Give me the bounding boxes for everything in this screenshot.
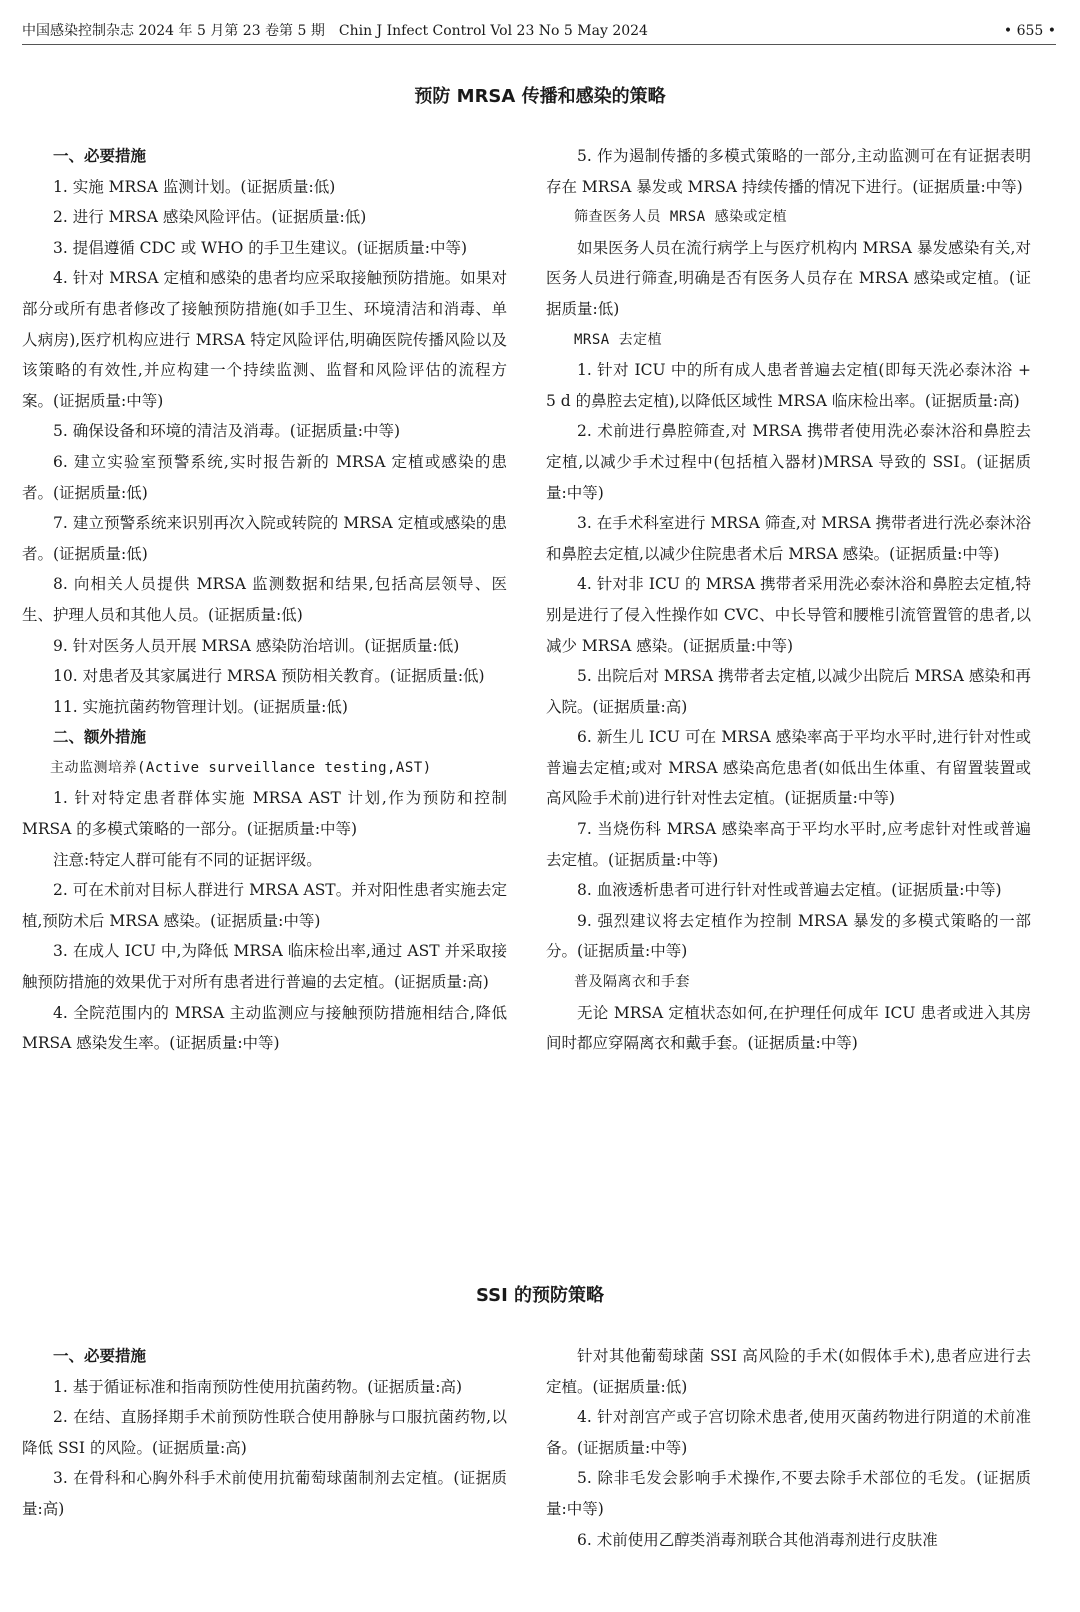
section1-right-column bbox=[546, 141, 1031, 1059]
paragraph: 3. 在成人 ICU 中,为降低 MRSA 临床检出率,通过 AST 并采取接触预防措施的效果优于对所有患者进行普遍的去定植。(证据质量:高) bbox=[22, 942, 507, 992]
paragraph: 5. 作为遏制传播的多模式策略的一部分,主动监测可在有证据表明存在 MRSA 暴发或 MRSA 持续传播的情况下进行。(证据质量:中等) bbox=[546, 147, 1031, 196]
paragraph: 6. 建立实验室预警系统,实时报告新的 MRSA 定植或感染的患者。(证据质量:低) bbox=[22, 452, 507, 502]
paragraph: 4. 针对剖宫产或子宫切除术患者,使用灭菌药物进行阴道的术前准备。(证据质量:中等) bbox=[546, 1408, 1031, 1457]
paragraph: 1. 针对特定患者群体实施 MRSA AST 计划,作为预防和控制 MRSA 的多模式策略的一部分。(证据质量:中等) bbox=[22, 789, 507, 839]
paragraph: 9. 强烈建议将去定植作为控制 MRSA 暴发的多模式策略的一部分。(证据质量:中等) bbox=[546, 911, 1031, 961]
paragraph: 1. 针对 ICU 中的所有成人患者普遍去定植(即每天洗必泰沐浴 + 5 d 的鼻腔去定植),以降低区域性 MRSA 临床检出率。(证据质量:高) bbox=[546, 361, 1031, 410]
paragraph: 10. 对患者及其家属进行 MRSA 预防相关教育。(证据质量:低) bbox=[53, 667, 485, 686]
subsection-heading: 主动监测培养(Active surveillance testing,AST) bbox=[50, 759, 432, 776]
paragraph: 2. 可在术前对目标人群进行 MRSA AST。并对阳性患者实施去定植,预防术后 MRSA 感染。(证据质量:中等) bbox=[22, 881, 507, 930]
paragraph: 11. 实施抗菌药物管理计划。(证据质量:低) bbox=[53, 697, 348, 716]
paragraph: 1. 实施 MRSA 监测计划。(证据质量:低) bbox=[53, 177, 336, 196]
section1-left-column bbox=[22, 141, 507, 1059]
paragraph: 无论 MRSA 定植状态如何,在护理任何成年 ICU 患者或进入其房间时都应穿隔离衣和戴手套。(证据质量:中等) bbox=[546, 1003, 1031, 1053]
paragraph: 7. 建立预警系统来识别再次入院或转院的 MRSA 定植或感染的患者。(证据质量:低) bbox=[22, 514, 507, 563]
paragraph: 4. 针对 MRSA 定植和感染的患者均应采取接触预防措施。如果对部分或所有患者修改了接触预防措施(如手卫生、环境清洁和消毒、单人病房),医疗机构应进行 MRSA 特定风险评估,明确医院传播风险以及该策略的有效性,并应构建一个持续监测、监督和风险评估的流程方案。(证据质量:中等) bbox=[22, 269, 507, 410]
paragraph: 8. 向相关人员提供 MRSA 监测数据和结果,包括高层领导、医生、护理人员和其他人员。(证据质量:低) bbox=[22, 575, 507, 624]
paragraph: 8. 血液透析患者可进行针对性或普遍去定植。(证据质量:中等) bbox=[577, 881, 1002, 900]
paragraph: 3. 在骨科和心胸外科手术前使用抗葡萄球菌制剂去定植。(证据质量:高) bbox=[22, 1469, 507, 1518]
section2-left-column bbox=[22, 1341, 507, 1525]
subsection-heading: 筛查医务人员 MRSA 感染或定植 bbox=[574, 209, 788, 226]
paragraph: 5. 确保设备和环境的清洁及消毒。(证据质量:中等) bbox=[53, 422, 401, 441]
paragraph: 7. 当烧伤科 MRSA 感染率高于平均水平时,应考虑针对性或普遍去定植。(证据质量:中等) bbox=[546, 820, 1031, 869]
section2-right-column bbox=[546, 1341, 1031, 1555]
paragraph: 1. 基于循证标准和指南预防性使用抗菌药物。(证据质量:高) bbox=[53, 1377, 463, 1396]
paragraph: 9. 针对医务人员开展 MRSA 感染防治培训。(证据质量:低) bbox=[53, 636, 460, 655]
paragraph: 3. 在手术科室进行 MRSA 筛查,对 MRSA 携带者进行洗必泰沐浴和鼻腔去定植,以减少住院患者术后 MRSA 感染。(证据质量:中等) bbox=[546, 514, 1031, 563]
paragraph: 5. 除非毛发会影响手术操作,不要去除手术部位的毛发。(证据质量:中等) bbox=[546, 1469, 1031, 1518]
section-heading: 一、必要措施 bbox=[53, 1347, 147, 1365]
paragraph: 6. 术前使用乙醇类消毒剂联合其他消毒剂进行皮肤准 bbox=[577, 1530, 938, 1549]
paragraph: 注意:特定人群可能有不同的证据评级。 bbox=[53, 850, 322, 869]
paragraph: 6. 新生儿 ICU 可在 MRSA 感染率高于平均水平时,进行针对性或普遍去定植;或对 MRSA 感染高危患者(如低出生体重、有留置装置或高风险手术前)进行针对性去定植。(证据质量:中等) bbox=[546, 728, 1031, 808]
subsection-heading: 普及隔离衣和手套 bbox=[574, 974, 690, 991]
paragraph: 如果医务人员在流行病学上与医疗机构内 MRSA 暴发感染有关,对医务人员进行筛查,明确是否有医务人员存在 MRSA 感染或定植。(证据质量:低) bbox=[546, 238, 1031, 318]
running-head bbox=[22, 18, 1056, 45]
paragraph: 2. 进行 MRSA 感染风险评估。(证据质量:低) bbox=[53, 208, 367, 227]
section-title-mrsa: 预防 MRSA 传播和感染的策略 bbox=[414, 86, 666, 107]
paragraph: 2. 术前进行鼻腔筛查,对 MRSA 携带者使用洗必泰沐浴和鼻腔去定植,以减少手术过程中(包括植入器材)MRSA 导致的 SSI。(证据质量:中等) bbox=[546, 422, 1031, 502]
paragraph: 针对其他葡萄球菌 SSI 高风险的手术(如假体手术),患者应进行去定植。(证据质量:低) bbox=[546, 1347, 1031, 1396]
subsection-heading: MRSA 去定植 bbox=[574, 331, 663, 348]
paragraph: 3. 提倡遵循 CDC 或 WHO 的手卫生建议。(证据质量:中等) bbox=[53, 238, 468, 257]
section-heading: 一、必要措施 bbox=[53, 147, 147, 165]
paragraph: 4. 全院范围内的 MRSA 主动监测应与接触预防措施相结合,降低 MRSA 感染发生率。(证据质量:中等) bbox=[22, 1003, 507, 1053]
paragraph: 5. 出院后对 MRSA 携带者去定植,以减少出院后 MRSA 感染和再入院。(证据质量:高) bbox=[546, 667, 1031, 716]
section-heading: 二、额外措施 bbox=[53, 728, 147, 747]
section-title-ssi: SSI 的预防策略 bbox=[475, 1285, 605, 1306]
paragraph: 2. 在结、直肠择期手术前预防性联合使用静脉与口服抗菌药物,以降低 SSI 的风险。(证据质量:高) bbox=[22, 1408, 507, 1457]
page-number: • 655 • bbox=[1003, 23, 1056, 39]
journal-citation: 中国感染控制杂志 2024 年 5 月第 23 卷第 5 期 Chin J Infect Control Vol 23 No 5 May 2024 bbox=[22, 23, 648, 39]
paragraph: 4. 针对非 ICU 的 MRSA 携带者采用洗必泰沐浴和鼻腔去定植,特别是进行了侵入性操作如 CVC、中长导管和腰椎引流管置管的患者,以减少 MRSA 感染。(证据质量:中等) bbox=[546, 575, 1031, 655]
